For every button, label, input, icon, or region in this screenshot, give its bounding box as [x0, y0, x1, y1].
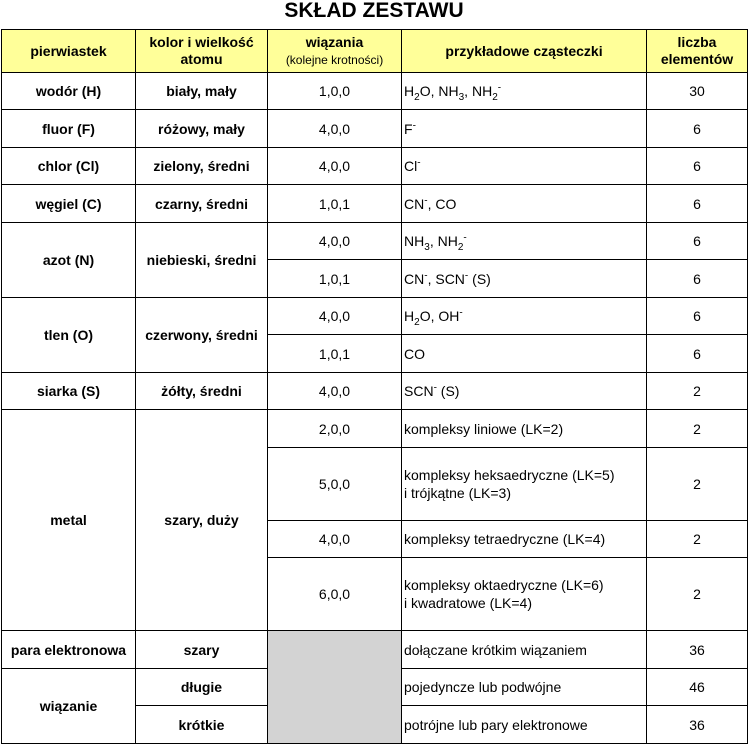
- count-cell: 46: [647, 668, 748, 705]
- bonds-cell: 1,0,1: [268, 260, 402, 297]
- molecules-cell: F-: [402, 110, 647, 147]
- element-cell: tlen (O): [2, 297, 136, 372]
- element-cell: węgiel (C): [2, 185, 136, 222]
- header-count: liczba elementów: [647, 30, 748, 73]
- molecules-cell: $H_2O$, OH-: [402, 297, 647, 334]
- count-cell: 6: [647, 222, 748, 259]
- element-cell: fluor (F): [2, 110, 136, 147]
- element-cell: azot (N): [2, 222, 136, 297]
- element-cell: chlor (Cl): [2, 147, 136, 184]
- bonds-cell-empty: [268, 631, 402, 744]
- molecules-cell: pojedyncze lub podwójne: [402, 668, 647, 705]
- header-color: kolor i wielkość atomu: [136, 30, 268, 73]
- header-bonds-note: (kolejne krotności): [285, 52, 384, 67]
- header-bonds: [268, 30, 402, 73]
- bonds-cell: 4,0,0: [268, 222, 402, 259]
- count-cell: 2: [647, 558, 748, 631]
- count-cell: 6: [647, 260, 748, 297]
- color-cell: zielony, średni: [136, 147, 268, 184]
- bonds-cell: 4,0,0: [268, 147, 402, 184]
- table-row: [2, 372, 748, 409]
- bonds-cell: 2,0,0: [268, 410, 402, 447]
- color-cell: krótkie: [136, 706, 268, 744]
- molecules-cell: kompleksy heksaedryczne (LK=5) i trójkątne (LK=3): [402, 447, 647, 520]
- molecules-cell: CO: [402, 335, 647, 372]
- bonds-cell: 1,0,1: [268, 185, 402, 222]
- element-cell: para elektronowa: [2, 631, 136, 668]
- count-cell: 36: [647, 631, 748, 668]
- element-cell: wodór (H): [2, 73, 136, 110]
- bonds-cell: 4,0,0: [268, 110, 402, 147]
- molecules-cell: SCN- (S): [402, 372, 647, 409]
- header-element: pierwiastek: [2, 30, 136, 73]
- molecules-cell: dołączane krótkim wiązaniem: [402, 631, 647, 668]
- count-cell: 6: [647, 297, 748, 334]
- molecules-cell: kompleksy oktaedryczne (LK=6) i kwadratowe (LK=4): [402, 558, 647, 631]
- count-cell: 2: [647, 410, 748, 447]
- bonds-cell: 5,0,0: [268, 447, 402, 520]
- count-cell: 2: [647, 447, 748, 520]
- molecules-cell: $H_2O$, $NH_3$, $NH_2^-$: [402, 73, 647, 110]
- bonds-cell: 1,0,1: [268, 335, 402, 372]
- table-row: [2, 410, 748, 447]
- color-cell: biały, mały: [136, 73, 268, 110]
- count-cell: 6: [647, 110, 748, 147]
- element-cell: siarka (S): [2, 372, 136, 409]
- table-row: [2, 73, 748, 110]
- molecules-cell: CN-, SCN- (S): [402, 260, 647, 297]
- molecules-cell: $NH_3$, $NH_2^-$: [402, 222, 647, 259]
- count-cell: 2: [647, 520, 748, 557]
- count-cell: 6: [647, 335, 748, 372]
- table-row: [2, 110, 748, 147]
- bonds-cell: 4,0,0: [268, 520, 402, 557]
- element-cell: wiązanie: [2, 668, 136, 743]
- count-cell: 6: [647, 147, 748, 184]
- count-cell: 36: [647, 706, 748, 744]
- count-cell: 2: [647, 372, 748, 409]
- color-cell: szary, duży: [136, 410, 268, 631]
- molecules-cell: kompleksy tetraedryczne (LK=4): [402, 520, 647, 557]
- table-row: [2, 631, 748, 668]
- table-row: [2, 185, 748, 222]
- molecules-cell: kompleksy liniowe (LK=2): [402, 410, 647, 447]
- color-cell: czerwony, średni: [136, 297, 268, 372]
- color-cell: różowy, mały: [136, 110, 268, 147]
- bonds-cell: 1,0,0: [268, 73, 402, 110]
- molecules-cell: Cl-: [402, 147, 647, 184]
- color-cell: żółty, średni: [136, 372, 268, 409]
- count-cell: 6: [647, 185, 748, 222]
- bonds-cell: 4,0,0: [268, 297, 402, 334]
- table-row: [2, 147, 748, 184]
- color-cell: długie: [136, 668, 268, 705]
- composition-table: [1, 29, 748, 744]
- bonds-cell: 6,0,0: [268, 558, 402, 631]
- bonds-cell: 4,0,0: [268, 372, 402, 409]
- color-cell: niebieski, średni: [136, 222, 268, 297]
- element-cell: metal: [2, 410, 136, 631]
- header-molecules: przykładowe cząsteczki: [402, 30, 647, 73]
- table-row: [2, 222, 748, 259]
- molecules-cell: CN-, CO: [402, 185, 647, 222]
- color-cell: czarny, średni: [136, 185, 268, 222]
- molecules-cell: potrójne lub pary elektronowe: [402, 706, 647, 744]
- color-cell: szary: [136, 631, 268, 668]
- header-bonds-label: wiązania: [305, 33, 364, 50]
- header-row: [2, 30, 748, 73]
- page-title: SKŁAD ZESTAWU: [284, 0, 464, 22]
- table-row: [2, 297, 748, 334]
- count-cell: 30: [647, 73, 748, 110]
